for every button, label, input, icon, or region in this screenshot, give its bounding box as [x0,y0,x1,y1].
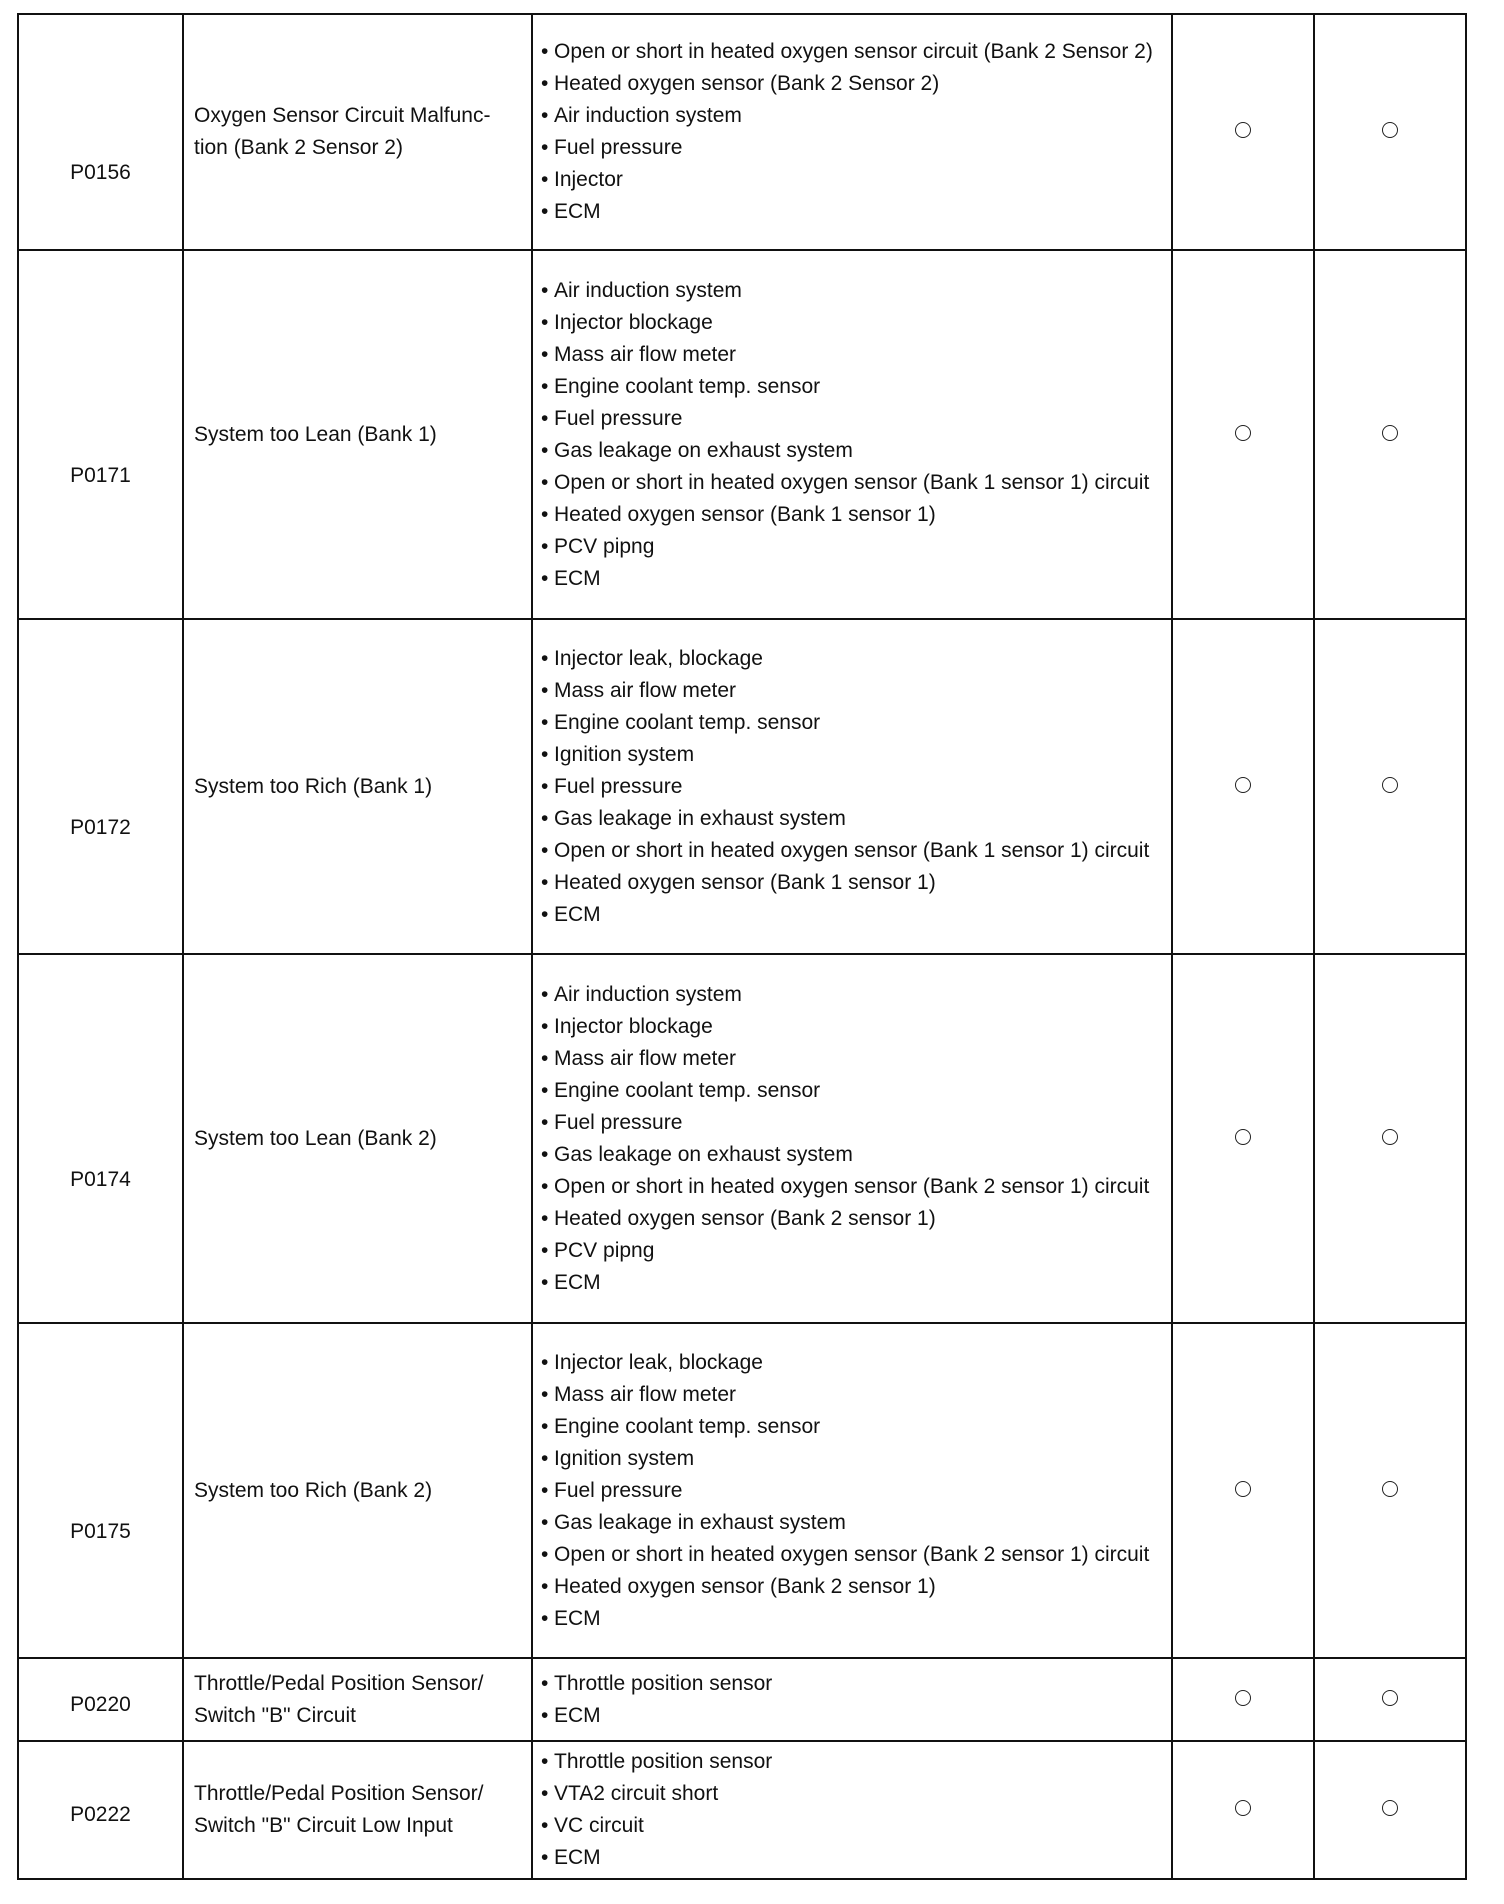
trouble-area-item: • Ignition system [541,739,1163,771]
trouble-area-item: • Injector blockage [541,1011,1163,1043]
circle-mark-icon [1382,1481,1398,1497]
table-row [18,1658,1466,1741]
trouble-area-item: • Gas leakage in exhaust system [541,803,1163,835]
trouble-area-item: • Engine coolant temp. sensor [541,1411,1163,1443]
dtc-code: P0174 [18,954,183,1323]
trouble-area-item: • Fuel pressure [541,132,1163,164]
trouble-area-item: • Fuel pressure [541,403,1163,435]
trouble-area [532,619,1172,954]
trouble-area-list [541,1668,1163,1732]
dtc-code: P0156 [18,14,183,250]
detection-item: System too Rich (Bank 2) [183,1323,532,1658]
trouble-area-item: • ECM [541,563,1163,595]
mark-cell-2 [1314,14,1466,250]
table-row [18,619,1466,954]
trouble-area-item: • Open or short in heated oxygen sensor circuit (Bank 2 Sensor 2) [541,36,1163,68]
trouble-area-item: • Air induction system [541,275,1163,307]
trouble-area-list [541,979,1163,1299]
trouble-area-item: • Open or short in heated oxygen sensor (Bank 1 sensor 1) circuit [541,467,1163,499]
mark-cell-1 [1172,954,1314,1323]
trouble-area [532,1323,1172,1658]
trouble-area-item: • Fuel pressure [541,1107,1163,1139]
detection-item: System too Lean (Bank 1) [183,250,532,619]
trouble-area [532,1658,1172,1741]
circle-mark-icon [1382,122,1398,138]
trouble-area-item: • ECM [541,1603,1163,1635]
mark-cell-1 [1172,1323,1314,1658]
trouble-area-item: • Heated oxygen sensor (Bank 2 sensor 1) [541,1571,1163,1603]
mark-cell-1 [1172,1658,1314,1741]
trouble-area-item: • Throttle position sensor [541,1668,1163,1700]
mark-cell-2 [1314,1323,1466,1658]
trouble-area-item: • ECM [541,1842,1163,1874]
trouble-area-item: • Gas leakage in exhaust system [541,1507,1163,1539]
table-row [18,1323,1466,1658]
trouble-area-item: • Heated oxygen sensor (Bank 2 sensor 1) [541,1203,1163,1235]
circle-mark-icon [1235,1481,1251,1497]
trouble-area-item: • Open or short in heated oxygen sensor (Bank 2 sensor 1) circuit [541,1171,1163,1203]
trouble-area-item: • Injector [541,164,1163,196]
mark-cell-1 [1172,1741,1314,1879]
trouble-area-item: • Air induction system [541,979,1163,1011]
circle-mark-icon [1382,425,1398,441]
mark-cell-2 [1314,1741,1466,1879]
trouble-area-item: • PCV pipng [541,1235,1163,1267]
table-row [18,1741,1466,1879]
detection-item: Throttle/Pedal Position Sensor/ Switch "B" Circuit Low Input [183,1741,532,1879]
detection-item: Throttle/Pedal Position Sensor/ Switch "B" Circuit [183,1658,532,1741]
trouble-area-item: • VTA2 circuit short [541,1778,1163,1810]
trouble-area-item: • PCV pipng [541,531,1163,563]
circle-mark-icon [1235,777,1251,793]
trouble-area-item: • ECM [541,1267,1163,1299]
mark-cell-1 [1172,14,1314,250]
detection-item: System too Rich (Bank 1) [183,619,532,954]
trouble-area-item: • Injector blockage [541,307,1163,339]
circle-mark-icon [1382,1129,1398,1145]
trouble-area-item: • ECM [541,196,1163,228]
trouble-area-item: • Open or short in heated oxygen sensor (Bank 1 sensor 1) circuit [541,835,1163,867]
detection-item: System too Lean (Bank 2) [183,954,532,1323]
circle-mark-icon [1235,1800,1251,1816]
trouble-area-item: • Mass air flow meter [541,339,1163,371]
dtc-table-body [18,14,1466,1879]
trouble-area-list [541,1347,1163,1635]
mark-cell-2 [1314,954,1466,1323]
circle-mark-icon [1235,1129,1251,1145]
trouble-area-item: • Mass air flow meter [541,675,1163,707]
trouble-area-item: • Fuel pressure [541,1475,1163,1507]
trouble-area-item: • Fuel pressure [541,771,1163,803]
circle-mark-icon [1235,425,1251,441]
trouble-area-item: • Heated oxygen sensor (Bank 2 Sensor 2) [541,68,1163,100]
dtc-table [17,13,1467,1880]
trouble-area-item: • Injector leak, blockage [541,1347,1163,1379]
trouble-area-item: • Throttle position sensor [541,1746,1163,1778]
dtc-code: P0222 [18,1741,183,1879]
trouble-area-item: • Open or short in heated oxygen sensor (Bank 2 sensor 1) circuit [541,1539,1163,1571]
trouble-area-item: • Ignition system [541,1443,1163,1475]
trouble-area-item: • Engine coolant temp. sensor [541,1075,1163,1107]
table-row [18,250,1466,619]
dtc-code: P0172 [18,619,183,954]
trouble-area-item: • Air induction system [541,100,1163,132]
trouble-area-item: • Gas leakage on exhaust system [541,1139,1163,1171]
trouble-area-list [541,275,1163,595]
trouble-area-item: • Engine coolant temp. sensor [541,707,1163,739]
trouble-area-list [541,1746,1163,1874]
trouble-area-item: • Gas leakage on exhaust system [541,435,1163,467]
trouble-area-item: • Injector leak, blockage [541,643,1163,675]
trouble-area [532,954,1172,1323]
trouble-area-item: • Heated oxygen sensor (Bank 1 sensor 1) [541,867,1163,899]
mark-cell-2 [1314,250,1466,619]
trouble-area-item: • Mass air flow meter [541,1043,1163,1075]
mark-cell-2 [1314,619,1466,954]
detection-item: Oxygen Sensor Circuit Malfunc-tion (Bank 2 Sensor 2) [183,14,532,250]
dtc-code: P0220 [18,1658,183,1741]
circle-mark-icon [1235,1690,1251,1706]
trouble-area-item: • VC circuit [541,1810,1163,1842]
trouble-area-item: • Engine coolant temp. sensor [541,371,1163,403]
circle-mark-icon [1235,122,1251,138]
mark-cell-2 [1314,1658,1466,1741]
dtc-code: P0171 [18,250,183,619]
mark-cell-1 [1172,250,1314,619]
trouble-area-item: • ECM [541,899,1163,931]
table-row [18,14,1466,250]
trouble-area [532,1741,1172,1879]
circle-mark-icon [1382,777,1398,793]
trouble-area-list [541,36,1163,228]
trouble-area-item: • Mass air flow meter [541,1379,1163,1411]
table-row [18,954,1466,1323]
mark-cell-1 [1172,619,1314,954]
trouble-area [532,250,1172,619]
trouble-area-item: • ECM [541,1700,1163,1732]
circle-mark-icon [1382,1690,1398,1706]
circle-mark-icon [1382,1800,1398,1816]
trouble-area-list [541,643,1163,931]
trouble-area-item: • Heated oxygen sensor (Bank 1 sensor 1) [541,499,1163,531]
trouble-area [532,14,1172,250]
dtc-code: P0175 [18,1323,183,1658]
